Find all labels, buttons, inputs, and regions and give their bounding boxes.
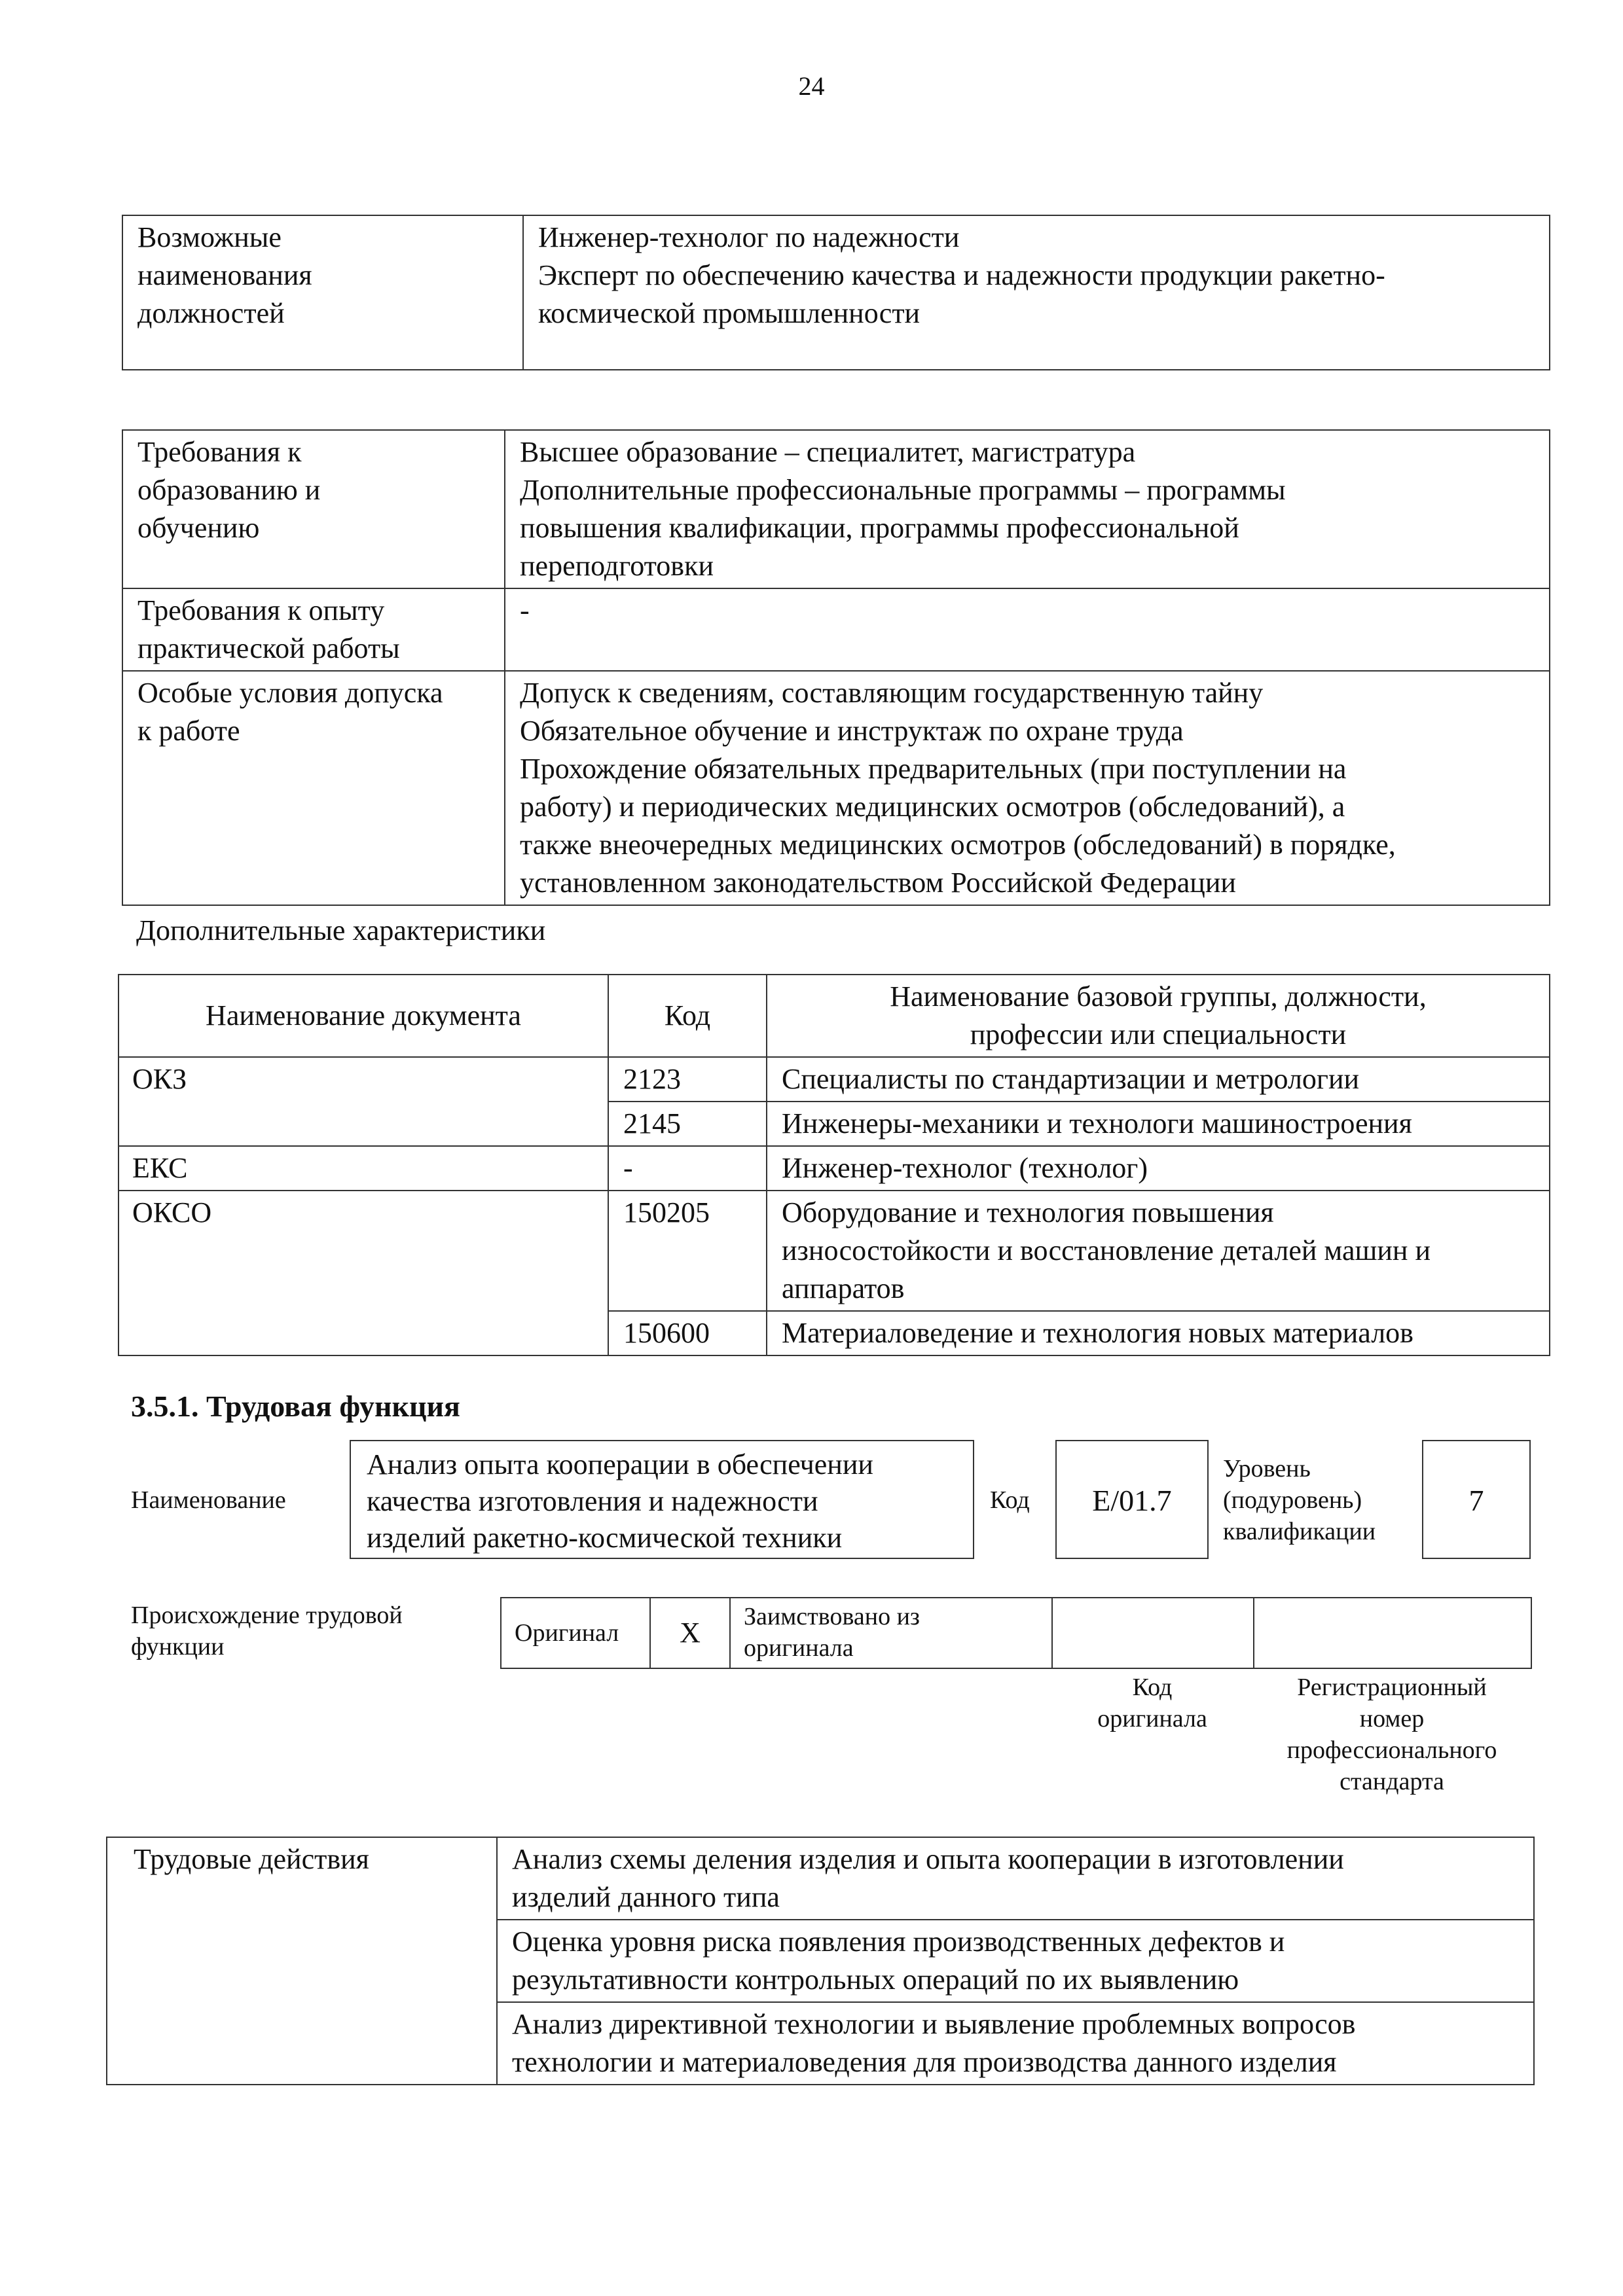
positions-value-line: Эксперт по обеспечению качества и надежности продукции ракетно-: [538, 259, 1385, 291]
label-line: Особые условия допуска: [137, 677, 443, 709]
labor-actions-table: [106, 1837, 1535, 2085]
row-name-line: Инженер-технолог (технолог): [782, 1152, 1148, 1184]
header-code: [608, 975, 767, 1057]
experience-value: [505, 588, 1550, 671]
additional-title: Дополнительные характеристики: [136, 914, 546, 946]
borrowed-line: Заимствовано из: [744, 1603, 920, 1630]
action-line: Оценка уровня риска появления производственных дефектов и: [512, 1926, 1285, 1958]
caption-line: номер: [1359, 1705, 1425, 1732]
table-row-code: 2145: [608, 1102, 767, 1146]
code-label: Код: [990, 1486, 1030, 1514]
table-row-doc: ОКЗ: [119, 1057, 608, 1146]
caption-line: стандарта: [1340, 1768, 1444, 1795]
header-name-line: профессии или специальности: [970, 1018, 1347, 1050]
table-row-doc: ОКСО: [119, 1191, 608, 1355]
reg-number-caption: [1253, 1672, 1531, 1797]
header-doc-text: Наименование документа: [206, 999, 521, 1031]
table-row-code: 150600: [608, 1311, 767, 1355]
labor-action-item: [497, 2002, 1534, 2085]
labor-action-item: [497, 1920, 1534, 2002]
original-mark: X: [680, 1617, 701, 1649]
function-name-box: [350, 1440, 974, 1559]
admission-label: [122, 671, 505, 905]
action-line: Анализ директивной технологии и выявление проблемных вопросов: [512, 2008, 1356, 2040]
level-label-line: (подуровень): [1223, 1486, 1362, 1514]
level-label-line: Уровень: [1223, 1455, 1311, 1482]
borrowed-line: оригинала: [744, 1634, 854, 1662]
row-name-line: Оборудование и технология повышения: [782, 1196, 1274, 1229]
caption-line: Код: [1132, 1674, 1173, 1701]
original-mark-cell: [650, 1598, 730, 1668]
level-label-line: квалификации: [1223, 1518, 1376, 1545]
admission-value: [505, 671, 1550, 905]
education-value: [505, 430, 1550, 588]
level-value: 7: [1468, 1484, 1484, 1517]
value-line: повышения квалификации, программы профессиональной: [520, 512, 1239, 544]
action-line: технологии и материаловедения для производства данного изделия: [512, 2046, 1337, 2078]
code-original-cell: [1052, 1598, 1254, 1668]
borrowed-cell: [730, 1598, 1052, 1668]
row-name-line: износостойкости и восстановление деталей машин и: [782, 1234, 1431, 1266]
positions-label-line: должностей: [137, 297, 285, 329]
page-number: 24: [798, 71, 825, 101]
table-row-name: [767, 1102, 1550, 1146]
row-name-line: Инженеры-механики и технологи машиностроения: [782, 1107, 1412, 1139]
value-line: работу) и периодических медицинских осмотров (обследований), а: [520, 791, 1345, 823]
value-line: Высшее образование – специалитет, магистратура: [520, 436, 1136, 468]
table-row-doc: ЕКС: [119, 1146, 608, 1191]
positions-value: [523, 215, 1550, 370]
level-value-box: [1422, 1440, 1531, 1559]
section-heading: 3.5.1. Трудовая функция: [131, 1390, 460, 1423]
caption-line: Регистрационный: [1297, 1674, 1487, 1701]
header-name-line: Наименование базовой группы, должности,: [890, 980, 1427, 1013]
code-original-caption: [1051, 1672, 1253, 1734]
table-row-code: -: [608, 1146, 767, 1191]
code-value-box: [1055, 1440, 1209, 1559]
table-row-code: 150205: [608, 1191, 767, 1311]
positions-label-line: наименования: [137, 259, 312, 291]
positions-value-line: космической промышленности: [538, 297, 921, 329]
table-row-name: [767, 1311, 1550, 1355]
original-label: Оригинал: [515, 1619, 619, 1647]
label-line: образованию и: [137, 474, 321, 506]
value-line: -: [520, 594, 530, 626]
value-line: установленном законодательством Российской Федерации: [520, 867, 1236, 899]
labor-action-item: [497, 1837, 1534, 1920]
table-row-name: [767, 1191, 1550, 1311]
level-label: [1223, 1453, 1376, 1547]
header-name: [767, 975, 1550, 1057]
header-doc: [119, 975, 608, 1057]
label-line: обучению: [137, 512, 260, 544]
value-line: также внеочередных медицинских осмотров (обследований) в порядке,: [520, 829, 1396, 861]
origin-label: [131, 1600, 403, 1662]
row-name-line: аппаратов: [782, 1272, 905, 1304]
label-line: Требования к: [137, 436, 302, 468]
row-name-line: Материаловедение и технология новых материалов: [782, 1317, 1413, 1349]
positions-table: [122, 215, 1550, 370]
positions-label-line: Возможные: [137, 221, 282, 253]
action-line: результативности контрольных операций по их выявлению: [512, 1964, 1239, 1996]
label-line: Требования к опыту: [137, 594, 385, 626]
code-value: E/01.7: [1092, 1484, 1172, 1517]
table-row-code: 2123: [608, 1057, 767, 1102]
function-name-line: изделий ракетно-космической техники: [367, 1522, 843, 1554]
label-line: практической работы: [137, 632, 400, 664]
action-line: Анализ схемы деления изделия и опыта кооперации в изготовлении: [512, 1843, 1344, 1875]
table-row-name: [767, 1146, 1550, 1191]
value-line: Допуск к сведениям, составляющим государственную тайну: [520, 677, 1264, 709]
caption-line: профессионального: [1286, 1736, 1497, 1764]
function-name-line: качества изготовления и надежности: [367, 1485, 818, 1517]
additional-table: [118, 974, 1550, 1356]
positions-value-line: Инженер-технолог по надежности: [538, 221, 960, 253]
origin-label-line: Происхождение трудовой: [131, 1602, 403, 1629]
header-code-text: Код: [664, 999, 711, 1031]
action-line: изделий данного типа: [512, 1881, 780, 1913]
education-label: [122, 430, 505, 588]
origin-table: [500, 1597, 1532, 1669]
original-cell: [501, 1598, 650, 1668]
requirements-table: [122, 429, 1550, 906]
reg-number-cell: [1254, 1598, 1531, 1668]
origin-label-line: функции: [131, 1633, 225, 1660]
row-name-line: Специалисты по стандартизации и метрологии: [782, 1063, 1360, 1095]
positions-label: [122, 215, 523, 370]
experience-label: [122, 588, 505, 671]
value-line: Дополнительные профессиональные программы – программы: [520, 474, 1286, 506]
table-row-name: [767, 1057, 1550, 1102]
value-line: Прохождение обязательных предварительных (при поступлении на: [520, 753, 1347, 785]
value-line: переподготовки: [520, 550, 714, 582]
value-line: Обязательное обучение и инструктаж по охране труда: [520, 715, 1184, 747]
labor-actions-label: Трудовые действия: [107, 1837, 497, 2085]
caption-line: оригинала: [1097, 1705, 1207, 1732]
label-line: к работе: [137, 715, 240, 747]
function-name-line: Анализ опыта кооперации в обеспечении: [367, 1448, 873, 1480]
name-label: Наименование: [131, 1486, 286, 1514]
